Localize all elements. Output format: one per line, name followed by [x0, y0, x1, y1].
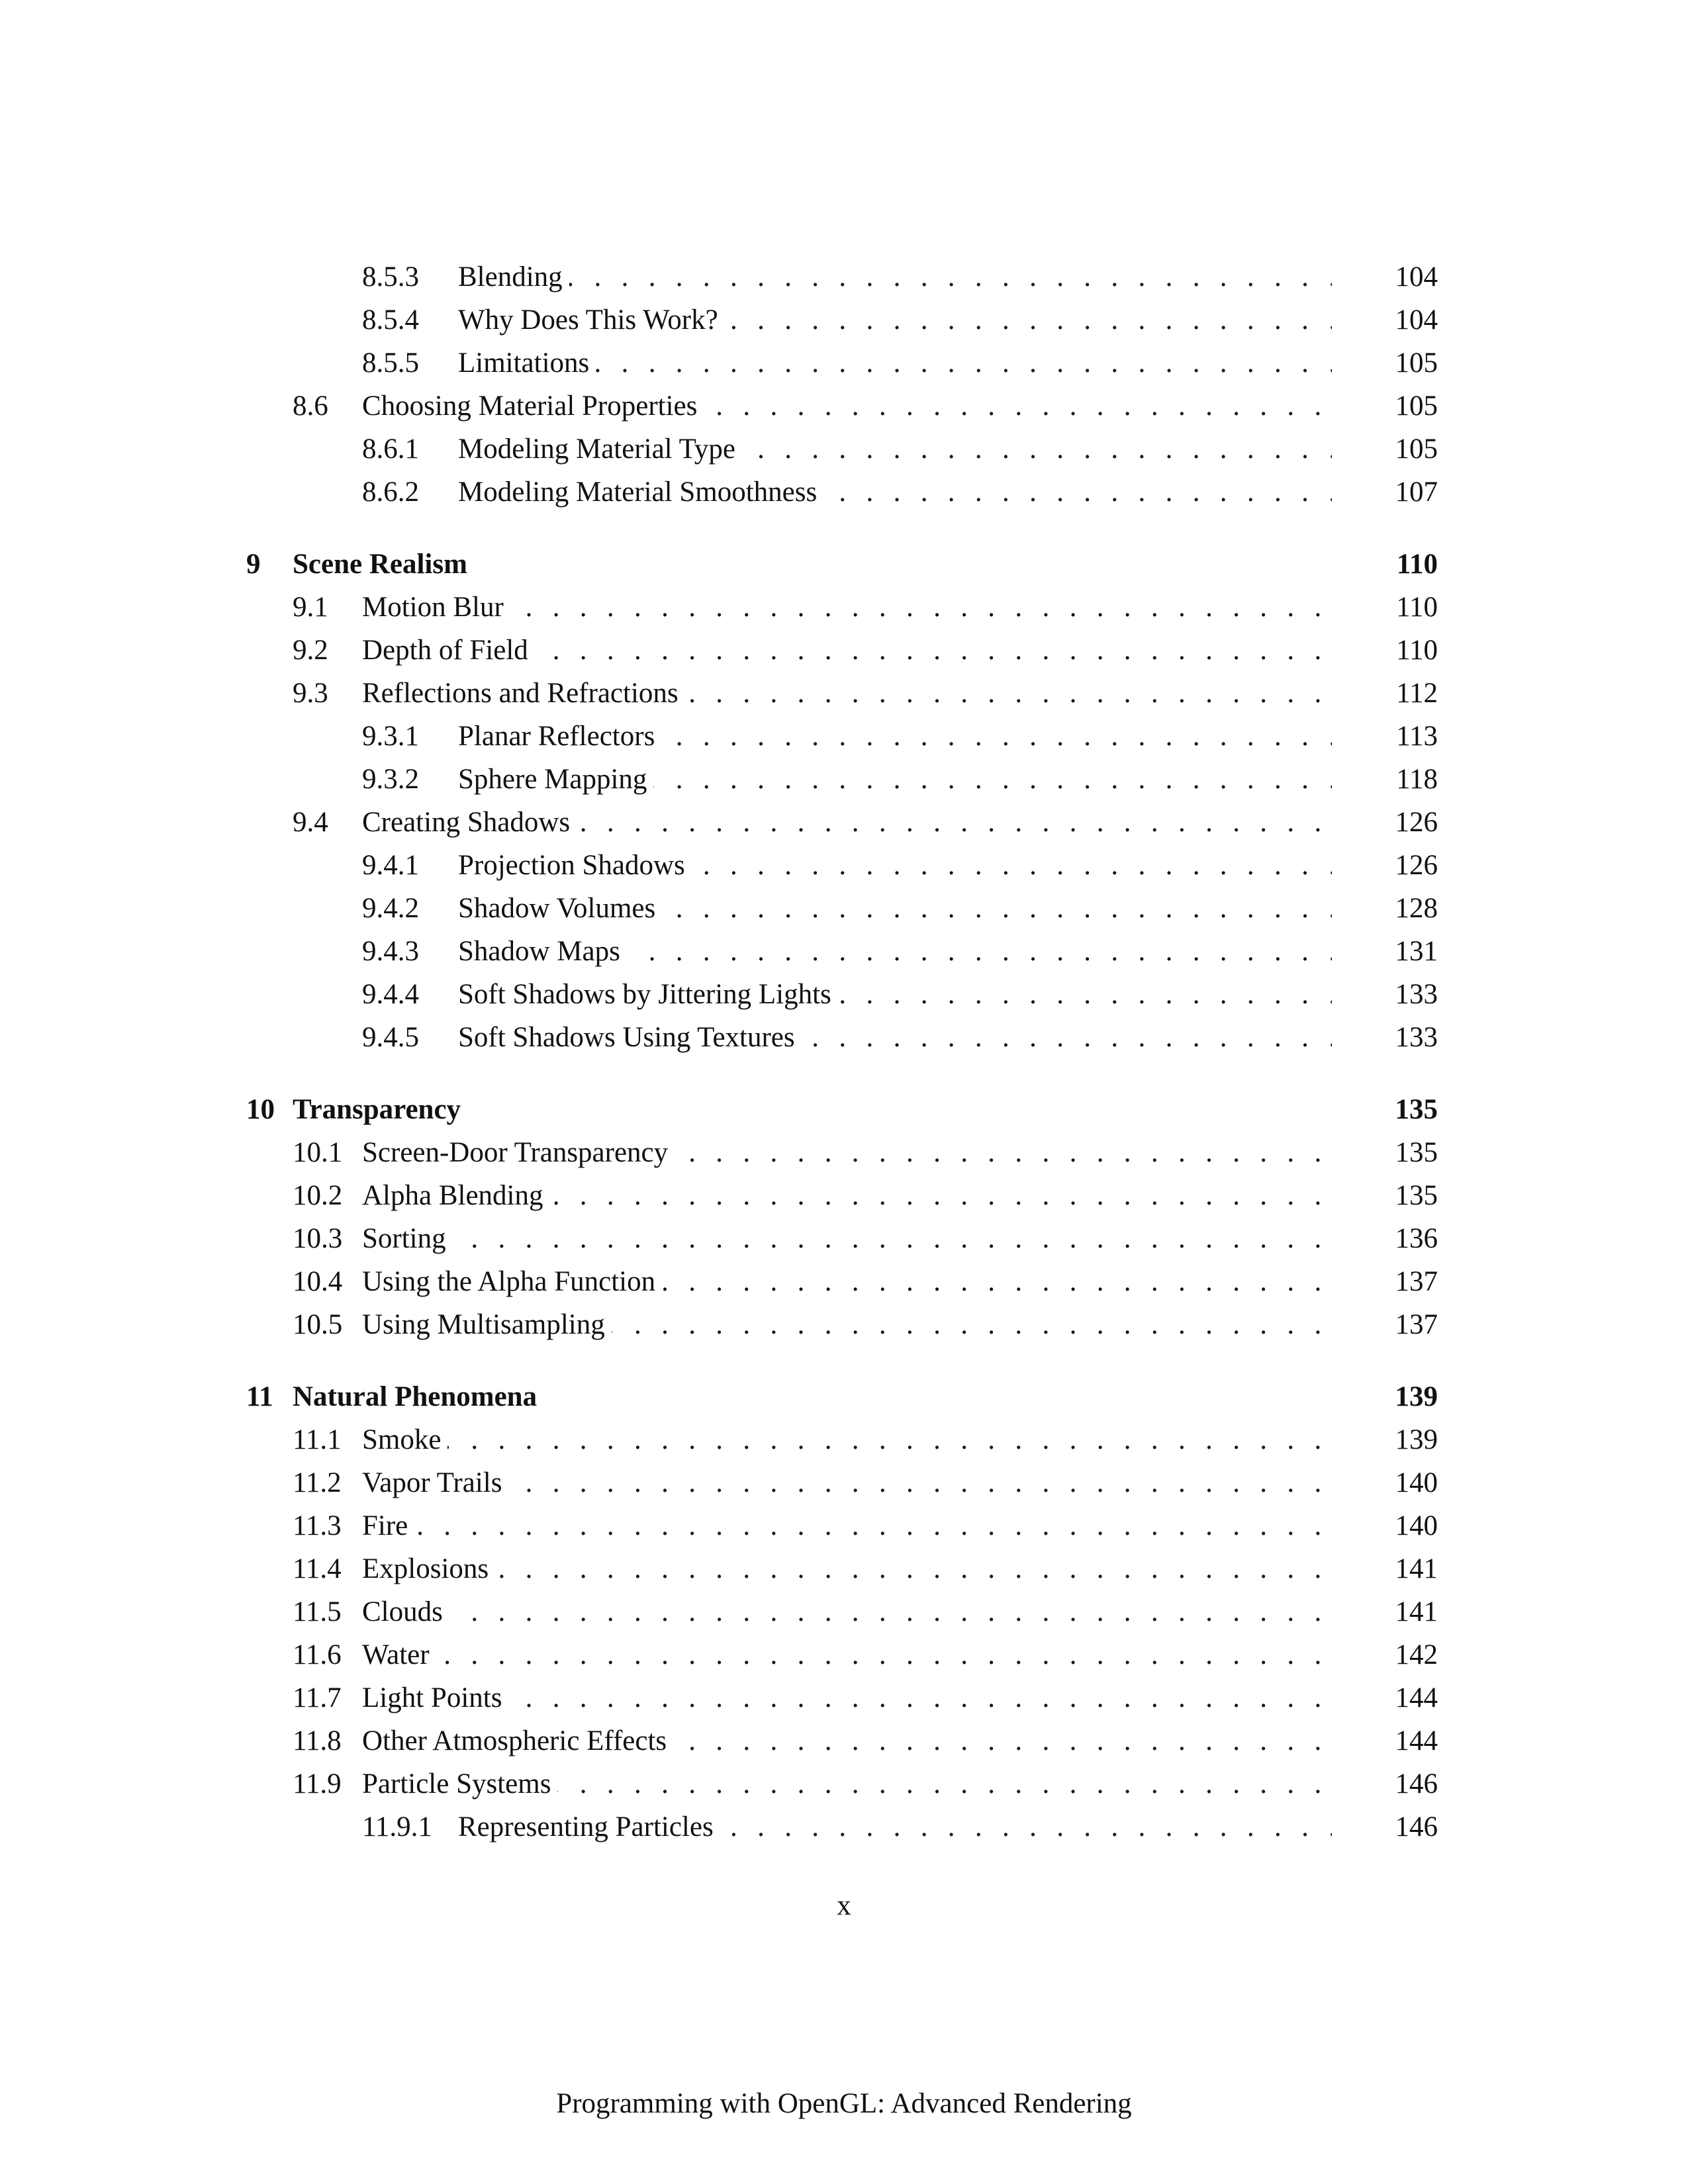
- toc-entry-subsection: [246, 428, 1438, 471]
- toc-entry-number: 11.4: [293, 1553, 342, 1584]
- toc-entry-title: Modeling Material Type: [458, 433, 742, 465]
- toc-entry-title-wrap: [362, 385, 1332, 428]
- toc-entry-page: 136: [1395, 1223, 1438, 1254]
- toc-entry-number: 8.6.2: [362, 477, 419, 508]
- toc-entry-page: 142: [1395, 1639, 1438, 1670]
- toc-entry-number: 9.1: [293, 592, 328, 623]
- toc-entry-title-wrap: [362, 1131, 1332, 1174]
- toc-entry-title-wrap: [362, 801, 1332, 844]
- toc-entry-section: [246, 1676, 1438, 1719]
- toc-entry-section: [246, 1762, 1438, 1805]
- toc-entry-number: 8.6: [293, 390, 328, 422]
- toc-entry-page: 133: [1395, 979, 1438, 1010]
- toc-entry-title-wrap: [293, 1375, 1332, 1418]
- toc-entry-title: Explosions: [362, 1553, 495, 1584]
- toc-entry-title: Blending: [458, 261, 569, 293]
- toc-entry-number: 11.7: [293, 1682, 342, 1713]
- toc-entry-number: 8.5.4: [362, 304, 419, 336]
- toc-entry-number: 11.3: [293, 1510, 342, 1541]
- toc-entry-title: Projection Shadows: [458, 850, 692, 881]
- toc-entry-subsection: [246, 715, 1438, 758]
- toc-entry-number: 11.9.1: [362, 1811, 432, 1843]
- toc-entry-number: 11.6: [293, 1639, 342, 1670]
- toc-entry-title-wrap: [458, 715, 1332, 758]
- toc-entry-page: 146: [1395, 1811, 1438, 1843]
- toc-entry-page: 139: [1395, 1424, 1438, 1455]
- toc-entry-title: Screen-Door Transparency: [362, 1137, 675, 1168]
- toc-entry-title-wrap: [458, 973, 1332, 1016]
- toc-entry-title-wrap: [458, 930, 1332, 973]
- toc-entry-title-wrap: [293, 1088, 1332, 1131]
- toc-entry-title-wrap: [458, 341, 1332, 385]
- toc-entry-number: 11.5: [293, 1596, 342, 1627]
- toc-entry-section: [246, 1547, 1438, 1590]
- toc-entry-title-wrap: [362, 1174, 1332, 1217]
- toc-entry-title-wrap: [458, 428, 1332, 471]
- toc-entry-title-wrap: [362, 1260, 1332, 1303]
- toc-entry-title: Water: [362, 1639, 436, 1670]
- toc-entry-number: 11.9: [293, 1768, 342, 1799]
- toc-entry-title-wrap: [458, 844, 1332, 887]
- toc-entry-subsection: [246, 887, 1438, 930]
- toc-entry-number: 9.4.2: [362, 893, 419, 924]
- toc-entry-number: 10.2: [293, 1180, 343, 1211]
- toc-entry-title: Other Atmospheric Effects: [362, 1725, 673, 1756]
- toc-entry-page: 135: [1395, 1094, 1438, 1125]
- toc-entry-page: 104: [1395, 261, 1438, 293]
- toc-entry-title: Limitations: [458, 347, 596, 379]
- toc-entry-title: Why Does This Work?: [458, 304, 725, 336]
- toc-entry-title: Choosing Material Properties: [362, 390, 704, 422]
- toc-entry-number: 10.1: [293, 1137, 343, 1168]
- toc-entry-title-wrap: [362, 672, 1332, 715]
- toc-entry-subsection: [246, 758, 1438, 801]
- toc-entry-page: 144: [1395, 1725, 1438, 1756]
- toc-entry-subsection: [246, 930, 1438, 973]
- toc-entry-page: 133: [1395, 1022, 1438, 1053]
- toc-entry-section: [246, 1461, 1438, 1504]
- toc-entry-chapter: [246, 543, 1438, 586]
- toc-entry-title: Particle Systems: [362, 1768, 557, 1799]
- toc-entry-title-wrap: [362, 1303, 1332, 1346]
- toc-entry-number: 9.3.1: [362, 721, 419, 752]
- toc-entry-title-wrap: [458, 298, 1332, 341]
- toc-entry-title: Transparency: [293, 1094, 467, 1125]
- toc-entry-page: 144: [1395, 1682, 1438, 1713]
- toc-entry-page: 141: [1395, 1553, 1438, 1584]
- toc-entry-number: 9.4: [293, 807, 328, 838]
- toc-entry-number: 10.4: [293, 1266, 343, 1297]
- toc-entry-number: 11.2: [293, 1467, 342, 1498]
- toc-entry-section: [246, 1131, 1438, 1174]
- toc-entry-title: Creating Shadows: [362, 807, 577, 838]
- toc-entry-title: Motion Blur: [362, 592, 510, 623]
- toc-entry-title: Sphere Mapping: [458, 764, 653, 795]
- toc-entry-page: 110: [1396, 549, 1438, 580]
- toc-entry-title-wrap: [362, 1217, 1332, 1260]
- toc-entry-page: 135: [1395, 1180, 1438, 1211]
- toc-entry-title: Sorting: [362, 1223, 453, 1254]
- toc-entry-page: 140: [1395, 1467, 1438, 1498]
- toc-entry-title: Smoke: [362, 1424, 447, 1455]
- running-footer: Programming with OpenGL: Advanced Rendering: [556, 2088, 1132, 2119]
- toc-entry-section: [246, 1174, 1438, 1217]
- toc-entry-title: Scene Realism: [293, 549, 474, 580]
- toc-entry-section: [246, 1504, 1438, 1547]
- toc-entry-chapter: [246, 1375, 1438, 1418]
- toc-entry-title-wrap: [458, 255, 1332, 298]
- toc-entry-title: Representing Particles: [458, 1811, 720, 1843]
- toc-entry-section: [246, 1633, 1438, 1676]
- toc-entry-subsection: [246, 844, 1438, 887]
- toc-entry-number: 9.4.5: [362, 1022, 419, 1053]
- toc-entry-number: 9.4.1: [362, 850, 419, 881]
- toc-entry-subsection: [246, 973, 1438, 1016]
- toc-entry-page: 104: [1395, 304, 1438, 336]
- toc-entry-number: 9: [246, 549, 261, 580]
- toc-entry-page: 131: [1395, 936, 1438, 967]
- toc-entry-number: 9.4.4: [362, 979, 419, 1010]
- toc-entry-title-wrap: [458, 471, 1332, 514]
- toc-entry-page: 110: [1396, 635, 1438, 666]
- toc-entry-page: 126: [1395, 807, 1438, 838]
- toc-entry-title: Soft Shadows Using Textures: [458, 1022, 802, 1053]
- page-number: x: [837, 1890, 851, 1921]
- toc-entry-title: Vapor Trails: [362, 1467, 508, 1498]
- toc-entry-title-wrap: [362, 1676, 1332, 1719]
- toc-entry-page: 105: [1395, 433, 1438, 465]
- toc-entry-title-wrap: [458, 887, 1332, 930]
- toc-entry-chapter: [246, 1088, 1438, 1131]
- toc-entry-title: Planar Reflectors: [458, 721, 661, 752]
- toc-entry-title-wrap: [362, 1590, 1332, 1633]
- toc-entry-page: 140: [1395, 1510, 1438, 1541]
- toc-entry-page: 105: [1395, 347, 1438, 379]
- toc-entry-section: [246, 1418, 1438, 1461]
- toc-entry-number: 11.1: [293, 1424, 342, 1455]
- toc-entry-page: 128: [1395, 893, 1438, 924]
- toc-entry-title: Soft Shadows by Jittering Lights: [458, 979, 838, 1010]
- toc-entry-number: 10.5: [293, 1309, 343, 1340]
- toc-entry-section: [246, 1303, 1438, 1346]
- toc-entry-title: Modeling Material Smoothness: [458, 477, 823, 508]
- toc-entry-page: 107: [1395, 477, 1438, 508]
- toc-entry-title-wrap: [362, 1461, 1332, 1504]
- toc-entry-section: [246, 672, 1438, 715]
- toc-entry-number: 8.5.3: [362, 261, 419, 293]
- toc-entry-title: Shadow Volumes: [458, 893, 662, 924]
- toc-entry-number: 11: [246, 1381, 273, 1412]
- toc-entry-section: [246, 1217, 1438, 1260]
- toc-entry-title: Shadow Maps: [458, 936, 627, 967]
- toc-entry-number: 8.6.1: [362, 433, 419, 465]
- toc-entry-title: Alpha Blending: [362, 1180, 550, 1211]
- toc-entry-page: 137: [1395, 1309, 1438, 1340]
- toc-entry-page: 146: [1395, 1768, 1438, 1799]
- toc-entry-title-wrap: [362, 1719, 1332, 1762]
- toc-entry-title-wrap: [362, 1762, 1332, 1805]
- toc-entry-number: 9.3: [293, 678, 328, 709]
- toc-entry-title: Clouds: [362, 1596, 449, 1627]
- toc-entry-section: [246, 1260, 1438, 1303]
- toc-entry-title-wrap: [362, 629, 1332, 672]
- toc-entry-page: 141: [1395, 1596, 1438, 1627]
- toc-entry-section: [246, 1590, 1438, 1633]
- toc-entry-section: [246, 385, 1438, 428]
- toc-entry-number: 8.5.5: [362, 347, 419, 379]
- toc-entry-subsection: [246, 255, 1438, 298]
- toc-entry-title: Natural Phenomena: [293, 1381, 543, 1412]
- toc-entry-title-wrap: [293, 543, 1332, 586]
- toc-entry-title-wrap: [362, 1633, 1332, 1676]
- toc-entry-title-wrap: [362, 586, 1332, 629]
- toc-entry-number: 9.4.3: [362, 936, 419, 967]
- toc-entry-title: Light Points: [362, 1682, 508, 1713]
- toc-entry-section: [246, 801, 1438, 844]
- toc-entry-page: 137: [1395, 1266, 1438, 1297]
- toc-entry-page: 110: [1396, 592, 1438, 623]
- toc-entry-section: [246, 586, 1438, 629]
- toc-entry-number: 9.3.2: [362, 764, 419, 795]
- toc-entry-title: Fire: [362, 1510, 414, 1541]
- toc-entry-subsection: [246, 1016, 1438, 1059]
- toc-entry-page: 139: [1395, 1381, 1438, 1412]
- toc-entry-section: [246, 1719, 1438, 1762]
- toc-entry-section: [246, 629, 1438, 672]
- toc-entry-title-wrap: [458, 1016, 1332, 1059]
- toc-entry-subsection: [246, 298, 1438, 341]
- toc-entry-title: Using Multisampling: [362, 1309, 612, 1340]
- toc-entry-title-wrap: [458, 758, 1332, 801]
- toc-entry-title-wrap: [458, 1805, 1332, 1848]
- toc-entry-title: Depth of Field: [362, 635, 535, 666]
- toc-entry-page: 113: [1396, 721, 1438, 752]
- toc-entry-subsection: [246, 471, 1438, 514]
- toc-entry-title-wrap: [362, 1547, 1332, 1590]
- toc-entry-title-wrap: [362, 1504, 1332, 1547]
- toc-entry-subsection: [246, 341, 1438, 385]
- table-of-contents: [246, 255, 1438, 1848]
- toc-entry-number: 10.3: [293, 1223, 343, 1254]
- toc-entry-page: 105: [1395, 390, 1438, 422]
- toc-entry-title: Reflections and Refractions: [362, 678, 685, 709]
- toc-entry-page: 126: [1395, 850, 1438, 881]
- toc-entry-title: Using the Alpha Function: [362, 1266, 662, 1297]
- toc-entry-number: 11.8: [293, 1725, 342, 1756]
- toc-entry-title-wrap: [362, 1418, 1332, 1461]
- toc-entry-subsection: [246, 1805, 1438, 1848]
- toc-entry-number: 9.2: [293, 635, 328, 666]
- toc-entry-number: 10: [246, 1094, 275, 1125]
- toc-entry-page: 118: [1396, 764, 1438, 795]
- toc-entry-page: 112: [1396, 678, 1438, 709]
- toc-entry-page: 135: [1395, 1137, 1438, 1168]
